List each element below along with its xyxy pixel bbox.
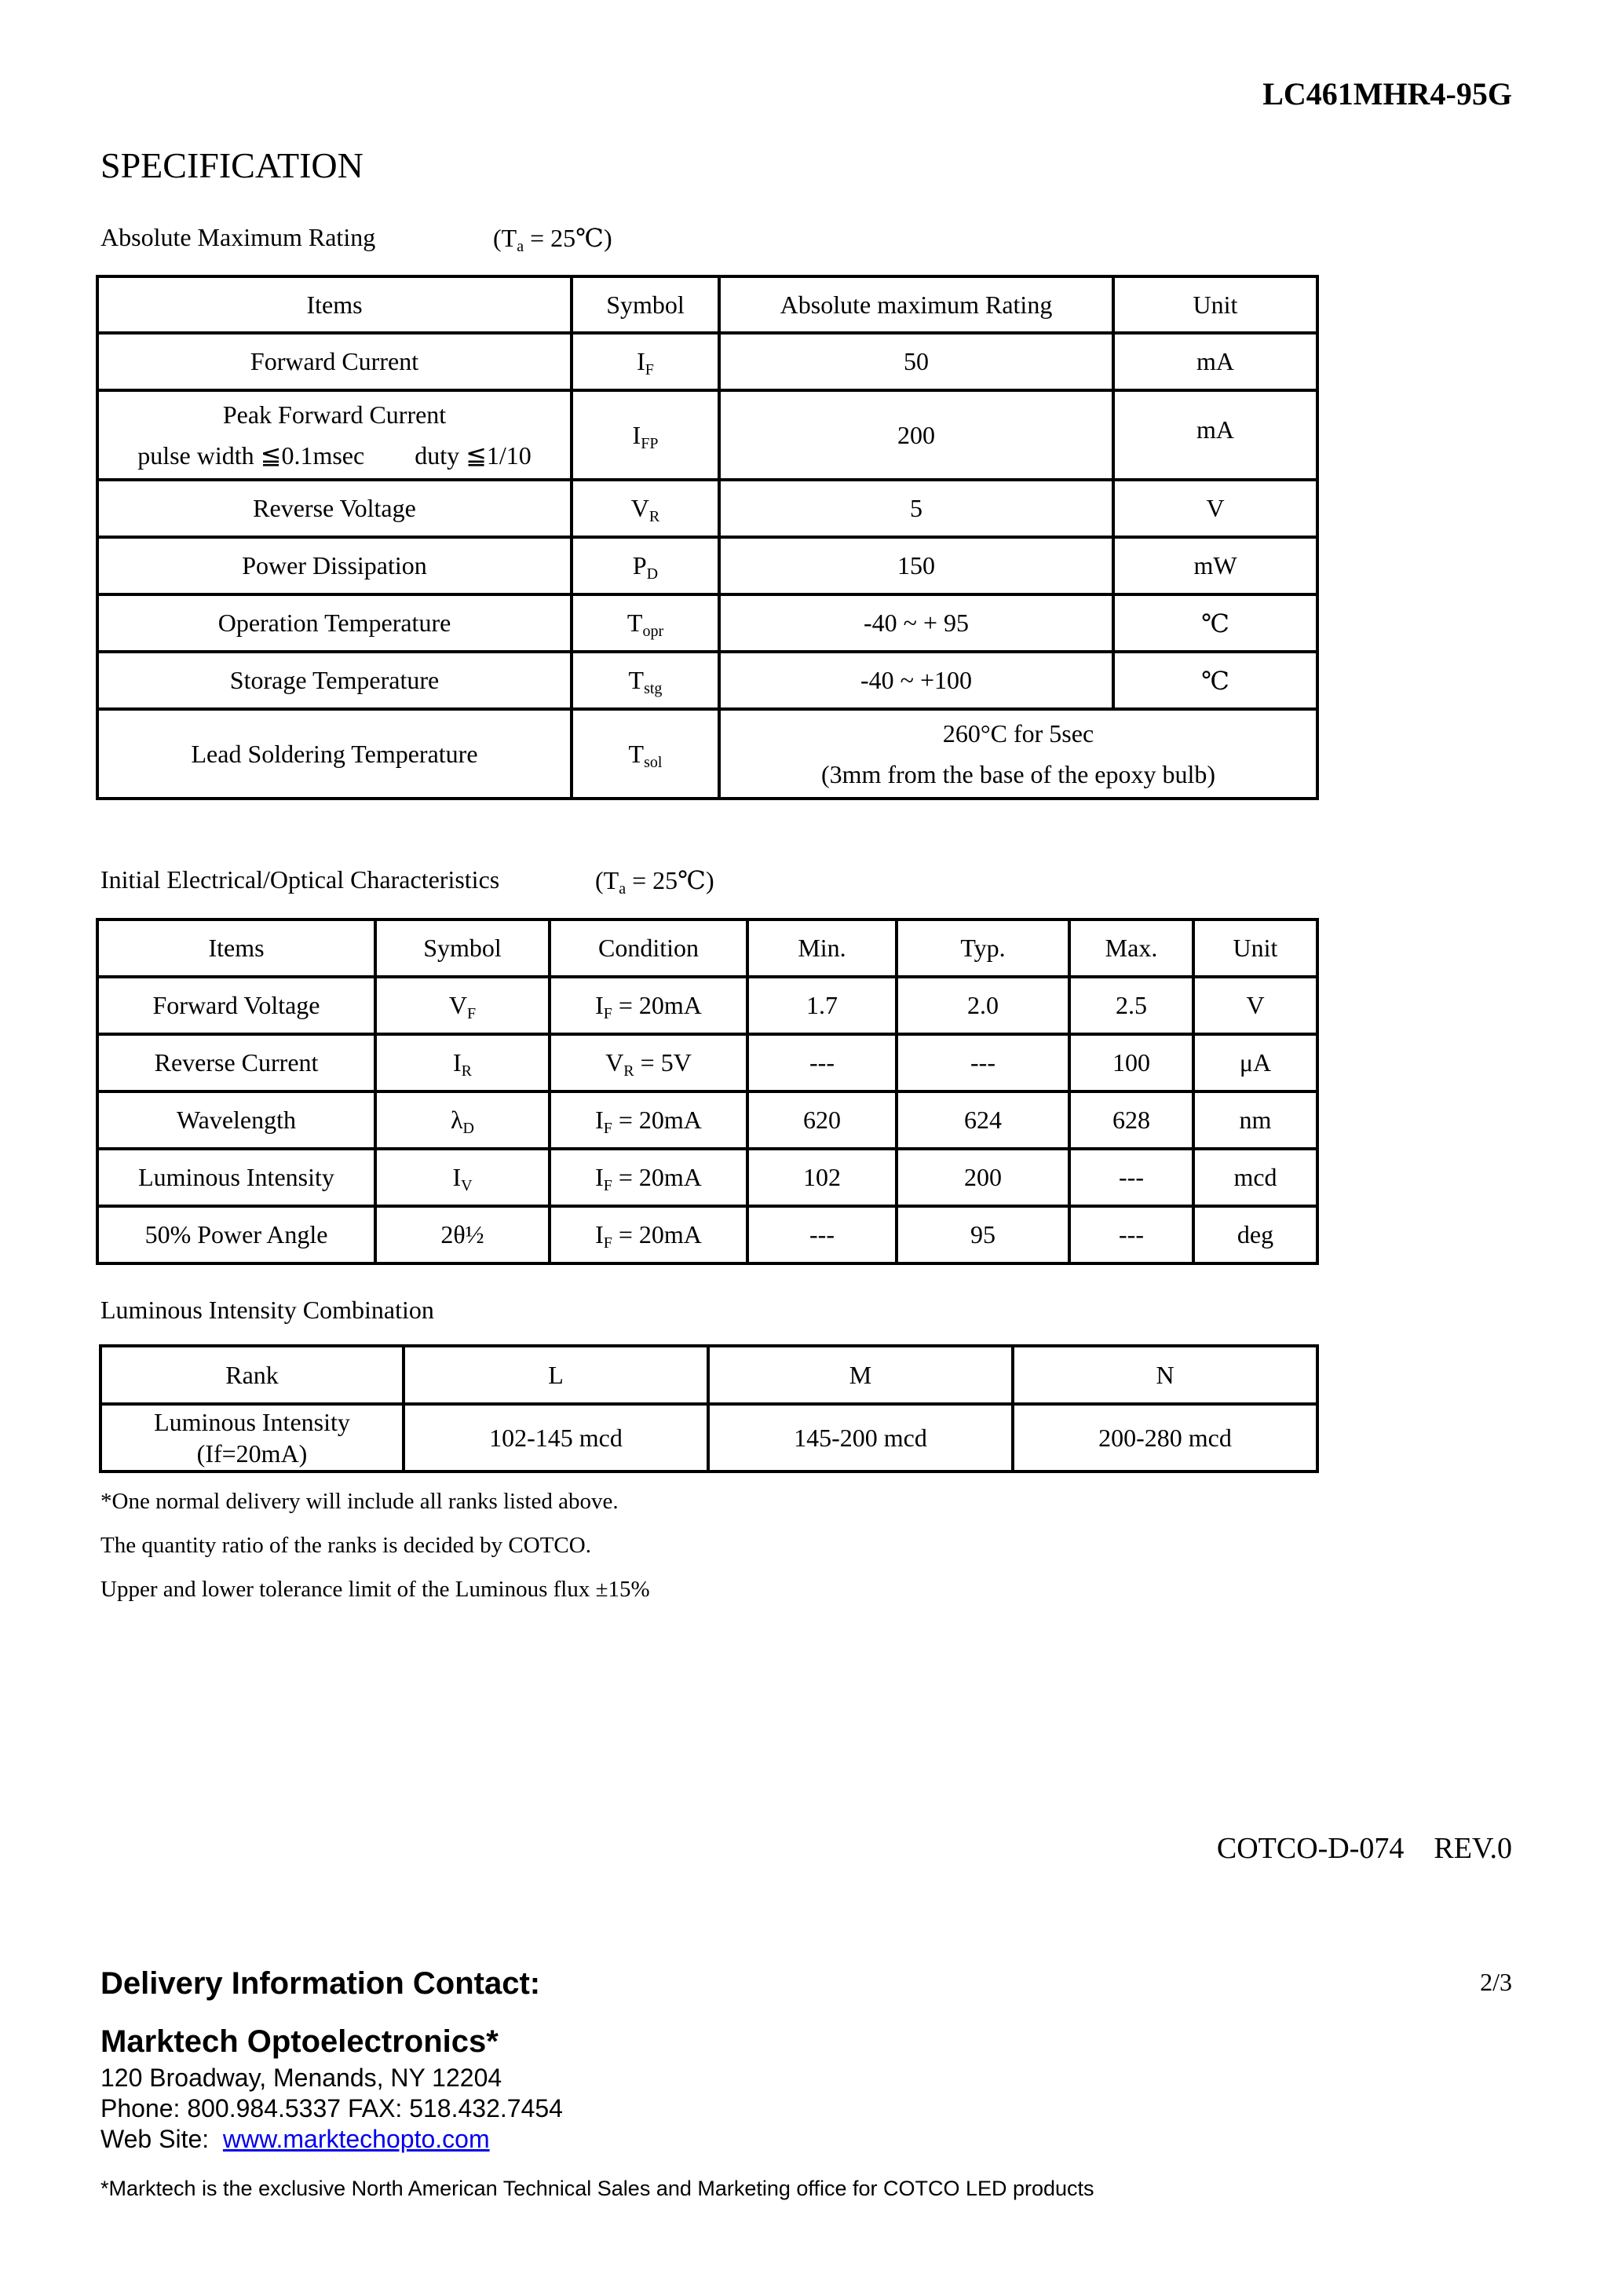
web-site-link[interactable]: www.marktechopto.com <box>222 2125 490 2153</box>
max-cell: --- <box>1069 1206 1193 1263</box>
symbol-cell: $T_{stg}$ <box>572 652 719 709</box>
company-name: Marktech Optoelectronics* <box>100 2024 499 2059</box>
typ-cell: 624 <box>897 1091 1069 1149</box>
phone-fax: Phone: 800.984.5337 FAX: 518.432.7454 <box>100 2094 563 2122</box>
col-header: Max. <box>1069 919 1193 977</box>
value-cell: 260°C for 5sec (3mm from the base of the epoxy bulb) <box>719 709 1317 799</box>
symbol-cell: $T_{sol}$ <box>572 709 719 799</box>
eo-title: Initial Electrical/Optical Characteristics <box>100 865 500 894</box>
condition-cell: $I_F = 20mA$ <box>550 1091 747 1149</box>
col-header: N <box>1013 1346 1317 1404</box>
symbol-cell: $V_R$ <box>572 480 719 537</box>
typ-cell: 95 <box>897 1206 1069 1263</box>
typ-cell: 2.0 <box>897 977 1069 1034</box>
note: The quantity ratio of the ranks is decided by COTCO. <box>100 1533 591 1558</box>
min-cell: --- <box>747 1034 897 1091</box>
unit-cell: μA <box>1193 1034 1317 1091</box>
col-header: Condition <box>550 919 747 977</box>
col-header: Unit <box>1113 276 1317 333</box>
table-row <box>97 480 1317 537</box>
col-header: Items <box>97 276 572 333</box>
table-row <box>97 709 1317 799</box>
unit-cell: V <box>1193 977 1317 1034</box>
symbol-cell: $I_F$ <box>572 333 719 390</box>
table-row <box>97 594 1317 652</box>
symbol-cell: $V_F$ <box>375 977 550 1034</box>
item-cell: Operation Temperature <box>97 594 572 652</box>
value-cell: 150 <box>719 537 1113 594</box>
table-row <box>97 1206 1317 1263</box>
item-cell: Peak Forward Current pulse width ≦0.1msec duty ≦1/10 <box>97 390 572 480</box>
min-cell: --- <box>747 1206 897 1263</box>
value-cell: -40 ~ +100 <box>719 652 1113 709</box>
symbol-cell: $I_V$ <box>375 1149 550 1206</box>
combo-table <box>99 1344 1319 1473</box>
page-title: SPECIFICATION <box>100 145 363 185</box>
table-row <box>97 652 1317 709</box>
col-header: Rank <box>100 1346 404 1404</box>
condition-cell: $V_R = 5V$ <box>550 1034 747 1091</box>
abs-max-condition: ($T_a$ = 25℃) <box>493 224 612 255</box>
condition-cell: $I_F = 20mA$ <box>550 977 747 1034</box>
address: 120 Broadway, Menands, NY 12204 <box>100 2064 502 2092</box>
symbol-cell: 2θ½ <box>375 1206 550 1263</box>
item-cell: Storage Temperature <box>97 652 572 709</box>
item-cell: Forward Current <box>97 333 572 390</box>
min-cell: 102 <box>747 1149 897 1206</box>
col-header: Symbol <box>572 276 719 333</box>
item-cell: Reverse Current <box>97 1034 375 1091</box>
col-header: M <box>708 1346 1013 1404</box>
unit-cell: mcd <box>1193 1149 1317 1206</box>
part-number: LC461MHR4-95G <box>1262 76 1512 112</box>
value-cell: 5 <box>719 480 1113 537</box>
eo-table <box>96 918 1319 1265</box>
symbol-cell: $I_R$ <box>375 1034 550 1091</box>
max-cell: --- <box>1069 1149 1193 1206</box>
document-code: COTCO-D-074 REV.0 <box>1216 1832 1512 1865</box>
item-cell: Reverse Voltage <box>97 480 572 537</box>
table-row <box>97 333 1317 390</box>
col-header: Typ. <box>897 919 1069 977</box>
unit-cell: nm <box>1193 1091 1317 1149</box>
row-label: Luminous Intensity (If=20mA) <box>100 1404 404 1472</box>
col-header: Symbol <box>375 919 550 977</box>
unit-cell: ℃ <box>1113 652 1317 709</box>
col-header: L <box>404 1346 708 1404</box>
typ-cell: 200 <box>897 1149 1069 1206</box>
item-cell: Lead Soldering Temperature <box>97 709 572 799</box>
table-row <box>100 1404 1317 1472</box>
symbol-cell: $T_{opr}$ <box>572 594 719 652</box>
unit-cell: mA <box>1113 390 1317 480</box>
note: Upper and lower tolerance limit of the Luminous flux ±15% <box>100 1577 650 1602</box>
col-header: Absolute maximum Rating <box>719 276 1113 333</box>
item-cell: Forward Voltage <box>97 977 375 1034</box>
col-header: Items <box>97 919 375 977</box>
rank-value: 200-280 mcd <box>1013 1404 1317 1472</box>
unit-cell: ℃ <box>1113 594 1317 652</box>
table-row <box>97 1034 1317 1091</box>
unit-cell: mW <box>1113 537 1317 594</box>
unit-cell: deg <box>1193 1206 1317 1263</box>
condition-cell: $I_F = 20mA$ <box>550 1206 747 1263</box>
contact-heading: Delivery Information Contact: <box>100 1966 541 2001</box>
unit-cell: V <box>1113 480 1317 537</box>
value-cell: 200 <box>719 390 1113 480</box>
value-cell: -40 ~ + 95 <box>719 594 1113 652</box>
rank-value: 102-145 mcd <box>404 1404 708 1472</box>
eo-condition: ($T_a$ = 25℃) <box>595 866 714 898</box>
page-number: 2/3 <box>1480 1968 1512 1996</box>
table-row <box>97 977 1317 1034</box>
col-header: Unit <box>1193 919 1317 977</box>
symbol-cell: $P_D$ <box>572 537 719 594</box>
unit-cell: mA <box>1113 333 1317 390</box>
max-cell: 628 <box>1069 1091 1193 1149</box>
max-cell: 2.5 <box>1069 977 1193 1034</box>
combo-title: Luminous Intensity Combination <box>100 1296 434 1324</box>
symbol-cell: $I_{FP}$ <box>572 390 719 480</box>
table-row <box>97 537 1317 594</box>
item-cell: Luminous Intensity <box>97 1149 375 1206</box>
table-row <box>97 1091 1317 1149</box>
note: *One normal delivery will include all ranks listed above. <box>100 1489 619 1514</box>
disclaimer: *Marktech is the exclusive North American Technical Sales and Marketing office for COTCO LED products <box>100 2177 1094 2200</box>
item-cell: Power Dissipation <box>97 537 572 594</box>
abs-max-table <box>96 275 1319 800</box>
value-cell: 50 <box>719 333 1113 390</box>
typ-cell: --- <box>897 1034 1069 1091</box>
max-cell: 100 <box>1069 1034 1193 1091</box>
col-header: Min. <box>747 919 897 977</box>
table-row <box>97 390 1317 480</box>
min-cell: 620 <box>747 1091 897 1149</box>
min-cell: 1.7 <box>747 977 897 1034</box>
abs-max-title: Absolute Maximum Rating <box>100 223 376 251</box>
condition-cell: $I_F = 20mA$ <box>550 1149 747 1206</box>
web-site: Web Site: www.marktechopto.com <box>100 2125 490 2153</box>
item-cell: 50% Power Angle <box>97 1206 375 1263</box>
symbol-cell: $\lambda_D$ <box>375 1091 550 1149</box>
item-cell: Wavelength <box>97 1091 375 1149</box>
table-row <box>97 1149 1317 1206</box>
rank-value: 145-200 mcd <box>708 1404 1013 1472</box>
